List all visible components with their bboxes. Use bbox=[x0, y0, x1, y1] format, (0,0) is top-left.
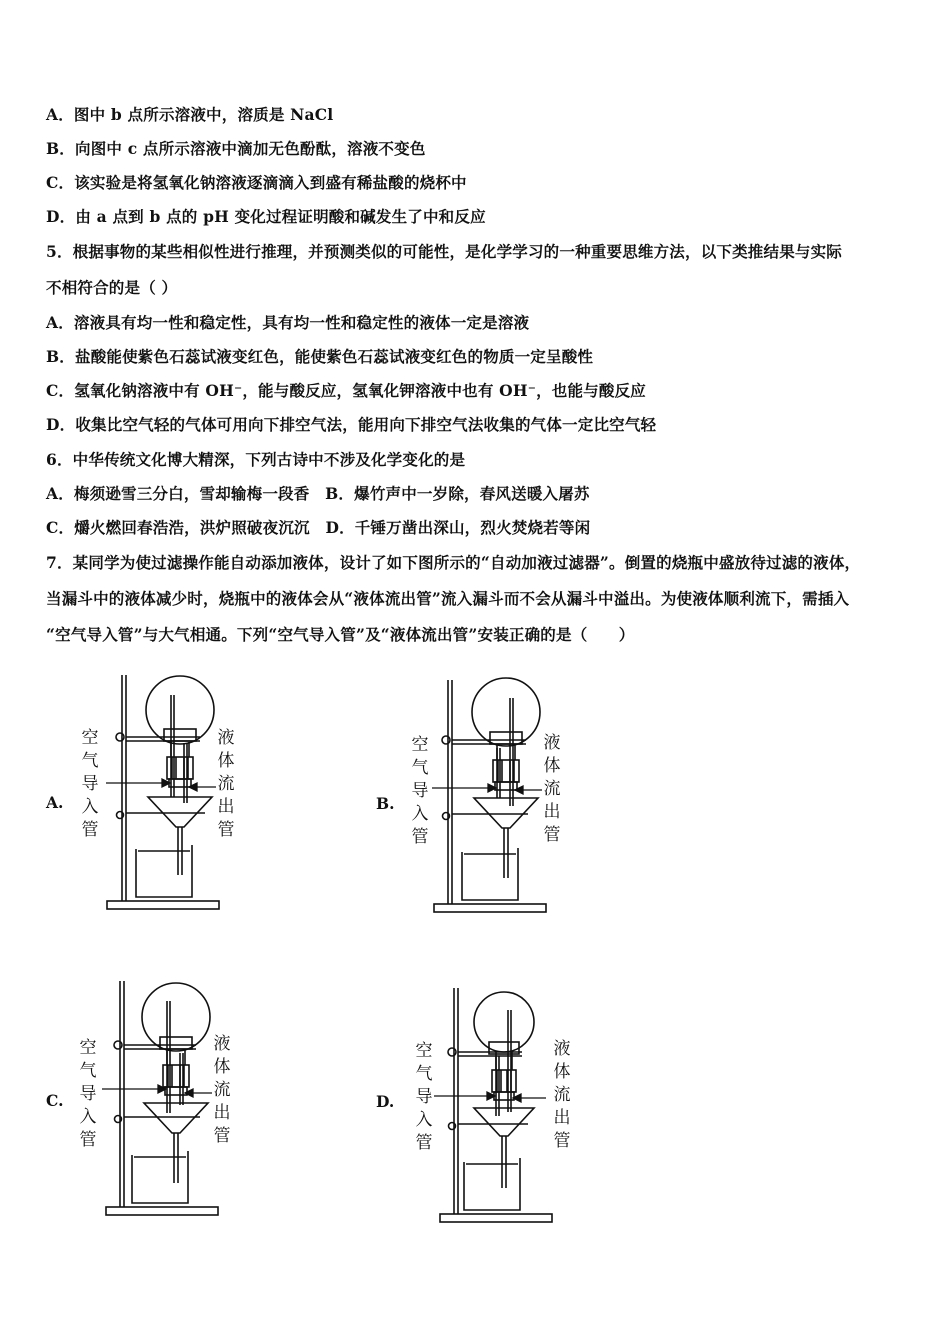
apparatus-diagram bbox=[40, 665, 300, 925]
liquid-outlet-label: 液体流出管 bbox=[217, 728, 235, 840]
q7-stem-line2: 当漏斗中的液体减少时，烧瓶中的液体会从“液体流出管”流入漏斗而不会从漏斗中溢出。为使液体顺利流下，需插入 bbox=[46, 589, 850, 608]
figure-option-label: D. bbox=[376, 1092, 395, 1111]
figure-option-label: C. bbox=[46, 1091, 64, 1110]
figure-option-label: B. bbox=[376, 794, 395, 813]
figure-option-d bbox=[370, 980, 630, 1240]
air-inlet-label: 空气导入管 bbox=[415, 1041, 433, 1153]
liquid-outlet-tube bbox=[180, 1053, 183, 1105]
figure-option-a bbox=[40, 665, 300, 925]
q4-option-c: C．该实验是将氢氧化钠溶液逐滴滴入到盛有稀盐酸的烧杯中 bbox=[46, 173, 467, 192]
liquid-outlet-tube bbox=[184, 743, 187, 803]
q6-stem: 6．中华传统文化博大精深，下列古诗中不涉及化学变化的是 bbox=[46, 450, 466, 469]
q7-stem-line1: 7．某同学为使过滤操作能自动添加液体，设计了如下图所示的“自动加液过滤器”。倒置的烧瓶中盛放待过滤的液体， bbox=[46, 553, 861, 572]
q5-option-d: D．收集比空气轻的气体可用向下排空气法，能用向下排空气法收集的气体一定比空气轻 bbox=[46, 415, 657, 434]
apparatus-diagram bbox=[370, 980, 630, 1240]
figure-option-b bbox=[370, 670, 630, 930]
figure-option-c bbox=[40, 975, 300, 1235]
q5-option-a: A．溶液具有均一性和稳定性，具有均一性和稳定性的液体一定是溶液 bbox=[46, 313, 530, 332]
liquid-outlet-label: 液体流出管 bbox=[213, 1034, 231, 1146]
liquid-outlet-label: 液体流出管 bbox=[543, 733, 561, 845]
liquid-outlet-label: 液体流出管 bbox=[553, 1039, 571, 1151]
q5-option-c: C．氢氧化钠溶液中有 OH⁻，能与酸反应，氢氧化钾溶液中也有 OH⁻，也能与酸反应 bbox=[46, 381, 646, 400]
apparatus-diagram bbox=[370, 670, 630, 930]
air-inlet-label: 空气导入管 bbox=[81, 728, 99, 840]
q4-option-a: A．图中 b 点所示溶液中，溶质是 NaCl bbox=[46, 105, 334, 124]
q4-option-b: B．向图中 c 点所示溶液中滴加无色酚酞，溶液不变色 bbox=[46, 139, 426, 158]
q5-option-b: B．盐酸能使紫色石蕊试液变红色，能使紫色石蕊试液变红色的物质一定呈酸性 bbox=[46, 347, 594, 366]
air-inlet-tube bbox=[167, 1001, 170, 1113]
label-arrows bbox=[102, 1085, 212, 1097]
label-arrows bbox=[434, 1092, 546, 1102]
q4-option-d: D．由 a 点到 b 点的 pH 变化过程证明酸和碱发生了中和反应 bbox=[46, 207, 486, 226]
q6-options-cd: C．爝火燃回春浩浩，洪炉照破夜沉沉 D．千锤万凿出深山，烈火焚烧若等闲 bbox=[46, 518, 591, 537]
q6-options-ab: A．梅须逊雪三分白，雪却输梅一段香 B．爆竹声中一岁除，春风送暖入屠苏 bbox=[46, 484, 590, 503]
air-inlet-tube bbox=[171, 695, 174, 797]
figure-option-label: A. bbox=[46, 793, 64, 812]
q5-stem-line2: 不相符合的是（ ） bbox=[46, 278, 178, 297]
air-inlet-label: 空气导入管 bbox=[411, 735, 429, 847]
q7-stem-line3: “空气导入管”与大气相通。下列“空气导入管”及“液体流出管”安装正确的是（ ） bbox=[46, 625, 635, 644]
q5-stem-line1: 5．根据事物的某些相似性进行推理，并预测类似的可能性，是化学学习的一种重要思维方法，以下类推结果与实际 bbox=[46, 242, 842, 261]
air-inlet-label: 空气导入管 bbox=[79, 1038, 97, 1150]
liquid-outlet-tube bbox=[508, 1010, 511, 1112]
